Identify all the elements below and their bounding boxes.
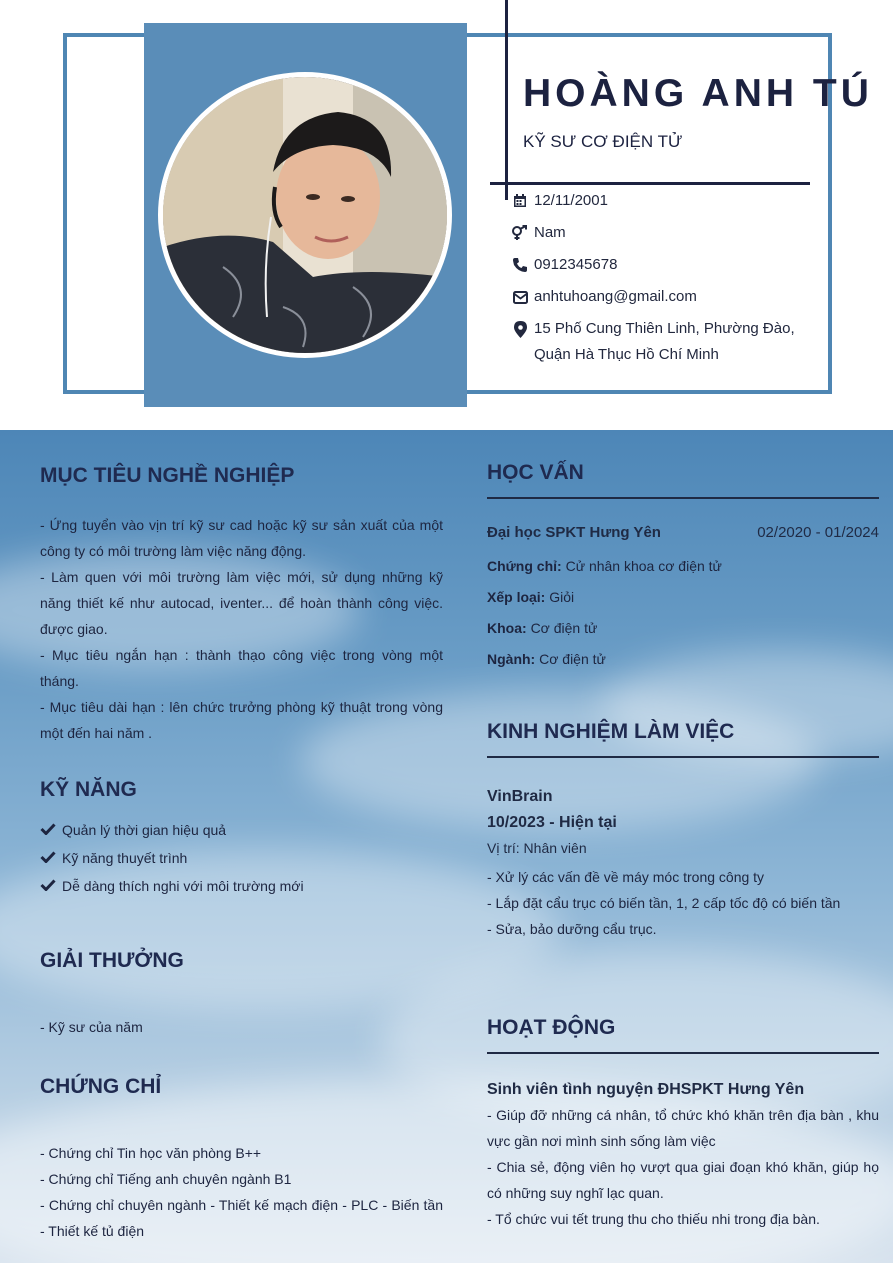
award-item: - Kỹ sư của năm [40, 1019, 143, 1035]
contact-email: anhtuhoang@gmail.com [510, 286, 830, 308]
contact-phone: 0912345678 [510, 254, 830, 276]
header-vertical-rule [505, 0, 508, 200]
activities-list: - Giúp đỡ những cá nhân, tổ chức khó khăn trên địa bàn , khu vực gần nơi mình sinh sống làm việc - Chia sẻ, động viên họ vượt qua giai đoạn khó khăn, giúp họ có những suy nghĩ lạc quan. - Tổ chức vui tết trung thu cho thiếu nhi trong địa bàn. [487, 1107, 879, 1227]
objective-title: MỤC TIÊU NGHỀ NGHIỆP [40, 464, 295, 487]
envelope-icon [510, 286, 530, 308]
list-item: Quản lý thời gian hiệu quả [40, 822, 443, 838]
certificates-title: CHỨNG CHỈ [40, 1075, 162, 1098]
company-name: VinBrain [487, 788, 553, 805]
check-icon [40, 822, 62, 838]
header-horizontal-rule [490, 182, 810, 185]
experience-period: 10/2023 - Hiện tại [487, 814, 617, 831]
experience-position: Vị trí: Nhân viên [487, 840, 587, 856]
calendar-icon [510, 190, 530, 212]
list-item: Chứng chỉ: Cử nhân khoa cơ điện tử [487, 558, 722, 574]
school-name: Đại học SPKT Hưng Yên [487, 524, 661, 541]
education-header [487, 461, 879, 499]
check-icon [40, 850, 62, 866]
skills-title: KỸ NĂNG [40, 778, 137, 801]
contact-list [510, 190, 830, 378]
section-rule [487, 497, 879, 499]
education-details [487, 556, 879, 669]
job-title: KỸ SƯ CƠ ĐIỆN TỬ [523, 132, 683, 151]
profile-photo [158, 72, 452, 358]
portrait-photo [163, 77, 447, 353]
education-school-row [487, 524, 879, 541]
awards-title: GIẢI THƯỞNG [40, 949, 184, 972]
candidate-name: HOÀNG ANH TÚ [523, 72, 873, 115]
experience-entry [487, 784, 879, 942]
contact-gender: Nam [510, 222, 830, 244]
list-item: Khoa: Cơ điện tử [487, 620, 598, 636]
contact-address: 15 Phố Cung Thiên Linh, Phường Đào, Quận Hà Thục Hồ Chí Minh [510, 318, 830, 368]
check-icon [40, 878, 62, 894]
education-period: 02/2020 - 01/2024 [757, 524, 879, 541]
content-section [0, 430, 893, 1263]
objective-text: - Ứng tuyển vào vịn trí kỹ sư cad hoặc kỹ sư sản xuất của một công ty có môi trường làm việc năng động. - Làm quen với môi trường làm việc mới, sử dụng những kỹ năng thiết kế như autocad, iventer... để hoàn thành công việc. được giao. - Mục tiêu ngắn hạn : thành thạo công việc trong vòng một tháng. - Mục tiêu dài hạn : lên chức trưởng phòng kỹ thuật trong vòng một đến hai năm . [40, 517, 443, 741]
list-item: Xếp loại: Giỏi [487, 589, 575, 605]
activities-title: HOẠT ĐỘNG [487, 1016, 616, 1039]
experience-tasks: - Xử lý các vấn đề về máy móc trong công ty - Lắp đặt cẩu trục có biến tần, 1, 2 cấp tốc độ có biến tần - Sửa, bảo dưỡng cẩu trục. [487, 869, 841, 937]
section-rule [487, 756, 879, 758]
activities-header [487, 1016, 879, 1054]
activity-org: Sinh viên tình nguyện ĐHSPKT Hưng Yên [487, 1081, 805, 1098]
education-title: HỌC VẤN [487, 461, 584, 484]
certificates-list: - Chứng chỉ Tin học văn phòng B++ - Chứng chỉ Tiếng anh chuyên ngành B1 - Chứng chỉ chuyên ngành - Thiết kế mạch điện - PLC - Biến tần - Thiết kế tủ điện [40, 1145, 443, 1239]
skills-list [40, 822, 443, 906]
gender-icon [510, 222, 530, 244]
activities-entry [487, 1078, 879, 1232]
location-icon [510, 318, 530, 340]
phone-icon [510, 254, 530, 276]
list-item: Kỹ năng thuyết trình [40, 850, 443, 866]
list-item: Ngành: Cơ điện tử [487, 651, 606, 667]
experience-title: KINH NGHIỆM LÀM VIỆC [487, 720, 735, 743]
list-item: Dễ dàng thích nghi với môi trường mới [40, 878, 443, 894]
section-rule [487, 1052, 879, 1054]
experience-header [487, 720, 879, 758]
contact-birthdate: 12/11/2001 [510, 190, 830, 212]
